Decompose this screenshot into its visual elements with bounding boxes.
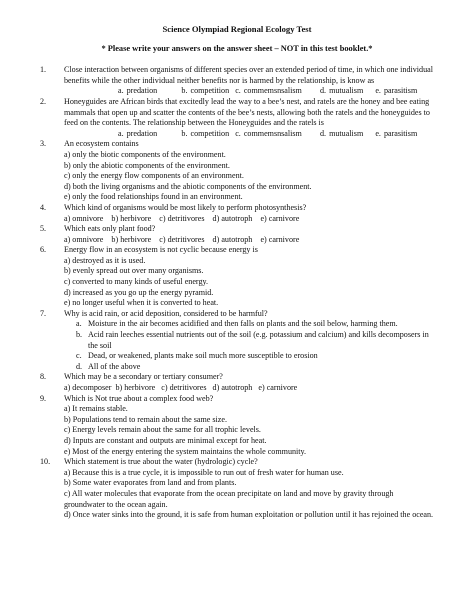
answer-option: d) both the living organisms and the abiotic components of the environment. (64, 181, 312, 191)
option-text: Dead, or weakened, plants make soil much more susceptible to erosion (88, 351, 318, 361)
question-list (40, 65, 434, 521)
question-text: Honeyguides are African birds that excitedly lead the way to a bee’s nest, and ratels are the honey and bee eating mammals that open up and scatter the contents of the bee’s nests, allowing both the ratels and the honeyguides to feed on the contents. The relationship between the Honeyguides and the ratels is (64, 96, 430, 128)
answer-options: a. predation b. competition c. commemsnsalism d. mutualism e. parasitism (118, 128, 418, 138)
instructions-line: * Please write your answers on the answer sheet – NOT in this test booklet.* (101, 43, 373, 53)
answer-options: a. predation b. competition c. commemsnsalism d. mutualism e. parasitism (118, 86, 418, 96)
answer-option: a) only the biotic components of the environment. (64, 149, 226, 159)
question-item (40, 457, 434, 521)
answer-option: c) All water molecules that evaporate from the ocean precipitate on land and move by gravity through groundwater to the ocean again. (64, 488, 394, 509)
question-item (40, 97, 434, 139)
answer-option: b) only the abiotic components of the environment. (64, 160, 230, 170)
document-title: Science Olympiad Regional Ecology Test (162, 24, 312, 34)
question-item (40, 203, 434, 224)
answer-option: d) Inputs are constant and outputs are minimal except for heat. (64, 435, 267, 445)
answer-option (64, 319, 434, 330)
question-item (40, 139, 434, 203)
answer-option (64, 362, 434, 373)
answer-option: a) decomposer b) herbivore c) detritivores d) autotroph e) carnivore (64, 383, 298, 392)
question-number: 10. (40, 457, 51, 467)
question-item (40, 245, 434, 309)
option-label: a. (76, 319, 82, 329)
answer-option: a) omnivore b) herbivore c) detritivores d) autotroph e) carnivore (64, 234, 300, 244)
answer-option: d) increased as you go up the energy pyramid. (64, 287, 214, 297)
option-label: d. (76, 361, 83, 371)
answer-option: a) omnivore b) herbivore c) detritivores d) autotroph e) carnivore (64, 213, 300, 223)
question-item (40, 224, 434, 245)
answer-option (64, 351, 434, 362)
question-number: 7. (40, 308, 47, 318)
question-item (40, 372, 434, 393)
answer-option: b) Populations tend to remain about the same size. (64, 414, 227, 424)
question-item (40, 65, 434, 97)
question-number: 2. (40, 96, 47, 106)
option-text: Moisture in the air becomes acidified and then falls on plants and the soil below, harming them. (88, 319, 398, 329)
question-text: Which eats only plant food? (64, 224, 156, 234)
question-text: Which kind of organisms would be most likely to perform photosynthesis? (64, 202, 307, 212)
question-text: An ecosystem contains (64, 139, 139, 149)
option-label: c. (76, 351, 82, 361)
answer-option: c) Energy levels remain about the same for all trophic levels. (64, 425, 261, 435)
answer-option: c) only the energy flow components of an environment. (64, 171, 244, 181)
question-number: 1. (40, 65, 47, 75)
question-text: Close interaction between organisms of different species over an extended period of time, in which one individual benefits while the other individual neither benefits nor is harmed by the relationship, is know as (64, 65, 433, 85)
question-number: 8. (40, 372, 47, 382)
answer-option: a) Because this is a true cycle, it is impossible to run out of fresh water for human use. (64, 467, 344, 477)
question-number: 3. (40, 139, 47, 149)
answer-option: a) destroyed as it is used. (64, 255, 146, 265)
answer-option: c) converted to many kinds of useful energy. (64, 277, 209, 287)
answer-option: e) no longer useful when it is converted to heat. (64, 298, 219, 308)
answer-option: e) Most of the energy entering the system maintains the whole community. (64, 446, 307, 456)
question-number: 6. (40, 245, 47, 255)
option-label: b. (76, 330, 83, 340)
question-number: 5. (40, 224, 47, 234)
question-text: Which may be a secondary or tertiary consumer? (64, 372, 223, 382)
question-item (40, 394, 434, 458)
option-text: All of the above (88, 361, 141, 371)
answer-option: e) only the food relationships found in an environment. (64, 192, 243, 202)
question-text: Energy flow in an ecosystem is not cyclic because energy is (64, 245, 258, 255)
answer-option: a) It remains stable. (64, 404, 128, 414)
answer-option: d) Once water sinks into the ground, it is safe from human exploitation or pollution until it has rejoined the ocean. (64, 510, 434, 520)
option-text: Acid rain leeches essential nutrients out of the soil (e.g. potassium and calcium) and kills decomposers in the soil (88, 330, 429, 350)
question-number: 9. (40, 393, 47, 403)
question-item (40, 309, 434, 373)
question-text: Why is acid rain, or acid deposition, considered to be harmful? (64, 308, 268, 318)
question-text: Which statement is true about the water (hydrologic) cycle? (64, 457, 258, 467)
answer-option: b) Some water evaporates from land and from plants. (64, 478, 237, 488)
question-number: 4. (40, 202, 47, 212)
answer-option (64, 330, 434, 351)
answer-option: b) evenly spread out over many organisms. (64, 266, 204, 276)
question-text: Which is Not true about a complex food web? (64, 393, 214, 403)
